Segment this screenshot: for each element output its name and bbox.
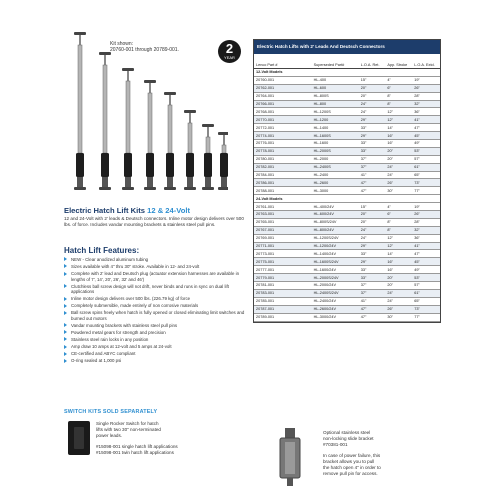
switch-text-line: #15098-001 twin hatch lift applications (96, 449, 174, 455)
bullet-arrow-icon (64, 304, 67, 308)
feature-item (64, 351, 250, 356)
table-cell: HL-3000/24V (312, 313, 359, 321)
table-row (254, 124, 440, 132)
table-cell: 24" (385, 171, 412, 179)
feature-item (64, 271, 250, 282)
table-cell: 26" (385, 305, 412, 313)
table-cell: 37" (359, 282, 386, 290)
feature-item (64, 358, 250, 363)
actuator-illustration (58, 28, 228, 200)
table-cell: 19" (412, 76, 440, 84)
feature-item (64, 303, 250, 308)
table-cell: 20786-001 (254, 179, 312, 187)
table-title: Electric Hatch Lifts with 2' Leads And Deutsch Connectors (254, 40, 440, 54)
table-cell: 57" (412, 155, 440, 163)
badge-text: YEAR (224, 55, 235, 60)
table-cell: 20768-001 (254, 108, 312, 116)
feature-text: NEW - Clear anodized aluminum tubing (71, 257, 149, 262)
product-intro: 12 and 24-Volt with 2' leads & Deutsch connectors. Inline motor design delivers over 500 lbs. of force. Includes vandar mounting brackets & stainless steel pull pins. (64, 216, 244, 227)
feature-item (64, 257, 250, 262)
table-cell: 20" (359, 92, 386, 100)
table-cell: 20769-001 (254, 234, 312, 242)
feature-text: Sizes available with 4" thru 30" stroke. Available in 12- and 24-volt (71, 264, 200, 270)
table-cell: 8" (385, 100, 412, 108)
table-cell: 8" (385, 226, 412, 234)
feature-item (64, 323, 250, 328)
table-cell: 20774-001 (254, 132, 312, 140)
actuator-rod (202, 124, 214, 190)
table-row (254, 84, 440, 92)
table-cell: HL-800S (312, 92, 359, 100)
table-cell: HL-1200S/24V (312, 234, 359, 242)
feature-text: Completely submersible, made entirely of non corrosive materials (71, 303, 199, 309)
table-row (254, 266, 440, 274)
hatch-lift-product-photo (58, 28, 228, 200)
table-cell: HL-1400/24V (312, 250, 359, 258)
feature-item (64, 337, 250, 342)
table-cell: HL-800 (312, 100, 359, 108)
table-cell: 15" (359, 76, 386, 84)
table-cell: 15" (359, 203, 386, 211)
rocker-switch-image (68, 421, 90, 455)
slide-bracket-icon (276, 428, 304, 486)
table-cell: 20" (359, 84, 386, 92)
table-row (254, 234, 440, 242)
table-row (254, 155, 440, 163)
table-cell: 20772-001 (254, 124, 312, 132)
table-row (254, 305, 440, 313)
table-cell: 6" (385, 211, 412, 219)
table-row (254, 108, 440, 116)
table-cell: HL-1600S (312, 132, 359, 140)
table-cell: 8" (385, 92, 412, 100)
table-cell: 29" (359, 242, 386, 250)
table-cell: 77" (412, 313, 440, 321)
table-cell: 30" (385, 313, 412, 321)
hatch-lift-spec-table (253, 39, 441, 323)
table-cell: 37" (359, 155, 386, 163)
table-cell: 4" (385, 76, 412, 84)
switch-text-line: Single Rocker Switch for hatch (96, 421, 159, 426)
switch-text-line: #15098-001 single hatch lift applications (96, 444, 178, 450)
bracket-text-line: non-locking slide bracket (323, 435, 374, 441)
table-cell: 20" (385, 147, 412, 155)
table-row (254, 313, 440, 321)
table-cell: HL-800S/24V (312, 218, 359, 226)
table-cell: 20783-001 (254, 289, 312, 297)
table-row (254, 250, 440, 258)
table-cell: 57" (412, 282, 440, 290)
table-cell: HL-2400S/24V (312, 289, 359, 297)
table-cell: 29" (359, 132, 386, 140)
actuator-rod (122, 68, 134, 190)
table-row (254, 203, 440, 211)
actuator-rod (74, 32, 86, 190)
group-label: 24-Volt Models (254, 195, 440, 203)
table-cell: 26" (412, 84, 440, 92)
table-cell: HL-1400 (312, 124, 359, 132)
table-cell: HL-400/24V (312, 203, 359, 211)
table-cell: 20766-001 (254, 100, 312, 108)
table-row (254, 132, 440, 140)
table-cell: 6" (385, 84, 412, 92)
table-cell: 65" (412, 297, 440, 305)
table-cell: HL-2000 (312, 155, 359, 163)
table-row (254, 116, 440, 124)
table-cell: HL-3000 (312, 187, 359, 195)
table-cell: 16" (385, 258, 412, 266)
group-label: 12-Volt Models (254, 69, 440, 77)
col-header-stroke: App. Stroke (385, 54, 412, 69)
table-cell: HL-1200S (312, 108, 359, 116)
col-header-loa-ret: L.O.A. Ret. (359, 54, 386, 69)
table-cell: 45" (412, 132, 440, 140)
table-cell: 20763-001 (254, 211, 312, 219)
table-cell: HL-600 (312, 84, 359, 92)
table-cell: 47" (412, 250, 440, 258)
table-cell: 20780-001 (254, 155, 312, 163)
table-cell: 12" (385, 234, 412, 242)
table-row (254, 92, 440, 100)
slide-bracket-description (323, 430, 437, 476)
bullet-arrow-icon (64, 297, 67, 301)
bullet-arrow-icon (64, 284, 67, 288)
table-cell: HL-2000S/24V (312, 274, 359, 282)
table-cell: 20767-001 (254, 226, 312, 234)
bullet-arrow-icon (64, 257, 67, 261)
feature-text: Stainless steel rain locks in any position (71, 337, 149, 343)
table-cell: 37" (359, 289, 386, 297)
table-cell: 61" (412, 163, 440, 171)
table-cell: 20778-001 (254, 147, 312, 155)
table-cell: 29" (359, 258, 386, 266)
table-cell: 20779-001 (254, 274, 312, 282)
table-cell: 61" (412, 289, 440, 297)
rocker-icon (74, 427, 84, 449)
bracket-text-line: bracket allows you to pull (323, 458, 375, 464)
table-cell: 41" (412, 242, 440, 250)
table-cell: HL-2000S (312, 147, 359, 155)
actuator-rod (144, 80, 156, 190)
bullet-arrow-icon (64, 272, 67, 276)
bullet-arrow-icon (64, 352, 67, 356)
table-cell: 20788-001 (254, 187, 312, 195)
table-cell: 20" (385, 155, 412, 163)
kit-shown-line-1: Kit shown: (110, 41, 134, 47)
table-cell: 19" (412, 203, 440, 211)
table-row (254, 171, 440, 179)
table-cell: HL-1200/24V (312, 242, 359, 250)
table-cell: 16" (385, 132, 412, 140)
table-cell: 20773-001 (254, 250, 312, 258)
actuator-rod (164, 92, 176, 190)
bullet-arrow-icon (64, 359, 67, 363)
table-cell: 20789-001 (254, 313, 312, 321)
table-cell: 73" (412, 305, 440, 313)
table-cell: 20" (359, 211, 386, 219)
bullet-arrow-icon (64, 311, 67, 315)
table-cell: 24" (359, 108, 386, 116)
product-title-accent: 12 & 24-Volt (147, 206, 191, 215)
table-group-row (254, 195, 440, 203)
table-cell: HL-2600/24V (312, 305, 359, 313)
feature-item (64, 310, 250, 321)
col-header-loa-extd: L.O.A. Extd. (412, 54, 440, 69)
table-cell: 24" (385, 289, 412, 297)
table-cell: 33" (359, 266, 386, 274)
table-group-row (254, 69, 440, 77)
table-cell: 20785-001 (254, 297, 312, 305)
table-cell: 14" (385, 250, 412, 258)
table-cell: 32" (412, 226, 440, 234)
table-row (254, 274, 440, 282)
table-cell: 33" (359, 140, 386, 148)
table-cell: 4" (385, 203, 412, 211)
bracket-text-line: the hatch open 4" in order to (323, 464, 381, 470)
table-cell: 33" (359, 124, 386, 132)
table-cell: 20760-001 (254, 76, 312, 84)
table-row (254, 218, 440, 226)
kit-shown-line-2: 20760-001 through 20789-001. (110, 47, 179, 53)
table-row (254, 211, 440, 219)
table-cell: 30" (385, 187, 412, 195)
table-cell: 24" (359, 226, 386, 234)
feature-text: Clutchless ball screw design will not drift, never binds and runs in sync on dual lift applications (71, 283, 229, 295)
table-cell: 36" (412, 108, 440, 116)
table-cell: 12" (385, 108, 412, 116)
feature-text: Inline motor design delivers over 500 lbs. (226.79 kg) of force (71, 296, 191, 302)
bullet-arrow-icon (64, 330, 67, 334)
bracket-text-line: remove pull pin for access. (323, 470, 378, 476)
features-heading: Hatch Lift Features: (64, 246, 140, 255)
table-cell: 49" (412, 266, 440, 274)
table-cell: 12" (385, 116, 412, 124)
table-cell: HL-2600 (312, 179, 359, 187)
table-cell: HL-2400/24V (312, 297, 359, 305)
feature-text: CE-certified and ABYC compliant (71, 351, 136, 357)
table-cell: 20771-001 (254, 242, 312, 250)
table-cell: HL-2400S (312, 163, 359, 171)
table-cell: 16" (385, 140, 412, 148)
col-header-superseded: Superseded Part# (312, 54, 359, 69)
switch-text-line: lifts with two 30" non-terminated (96, 426, 161, 432)
feature-item (64, 296, 250, 301)
table-cell: 20775-001 (254, 258, 312, 266)
table-cell: 20" (359, 218, 386, 226)
table-header-row (254, 54, 440, 69)
table-cell: 77" (412, 187, 440, 195)
table-cell: 8" (385, 218, 412, 226)
table-row (254, 258, 440, 266)
bullet-arrow-icon (64, 337, 67, 341)
table-cell: 20" (385, 282, 412, 290)
table-cell: 20781-001 (254, 282, 312, 290)
table-cell: 20776-001 (254, 140, 312, 148)
table-cell: 20777-001 (254, 266, 312, 274)
col-header-part: Lenco Part # (254, 54, 312, 69)
table-row (254, 76, 440, 84)
table-cell: HL-1600S/24V (312, 258, 359, 266)
table-cell: 28" (412, 218, 440, 226)
table-cell: 49" (412, 140, 440, 148)
table-cell: 20787-001 (254, 305, 312, 313)
slide-bracket-image (276, 428, 304, 486)
feature-text: Ball screw spins freely when hatch is fully opened or closed eliminating limit switches and burned out motors (71, 310, 245, 321)
table-cell: 32" (412, 100, 440, 108)
table-cell: 26" (412, 211, 440, 219)
table-cell: 47" (359, 179, 386, 187)
table-cell: HL-1600 (312, 140, 359, 148)
table-cell: 14" (385, 124, 412, 132)
bullet-arrow-icon (64, 323, 67, 327)
table-cell: 33" (359, 274, 386, 282)
features-list (64, 257, 250, 365)
switch-text-line: power leads. (96, 432, 123, 438)
table-cell: HL-1600/24V (312, 266, 359, 274)
badge-number: 2 (225, 41, 234, 56)
table-cell: HL-600/24V (312, 211, 359, 219)
actuator-rod (184, 110, 196, 190)
table-cell: HL-1200 (312, 116, 359, 124)
table-cell: 20761-001 (254, 203, 312, 211)
table-cell: 24" (359, 100, 386, 108)
table-cell: 20" (385, 274, 412, 282)
table-row (254, 242, 440, 250)
product-title-main: Electric Hatch Lift Kits (64, 206, 148, 215)
switch-kit-description (96, 421, 196, 456)
table-cell: HL-2000/24V (312, 282, 359, 290)
switch-kits-heading: SWITCH KITS SOLD SEPARATELY (64, 409, 158, 415)
table-body (254, 69, 440, 322)
table-cell: 20765-001 (254, 218, 312, 226)
table-row (254, 282, 440, 290)
table-cell: 29" (359, 116, 386, 124)
table-row (254, 179, 440, 187)
feature-text: Powdered metal gears for strength and precision (71, 329, 166, 335)
table-cell: 53" (412, 147, 440, 155)
table-cell: 12" (385, 242, 412, 250)
table-cell: 45" (412, 258, 440, 266)
table-cell: 24" (385, 163, 412, 171)
table-row (254, 289, 440, 297)
kit-shown-caption (110, 41, 179, 53)
two-year-warranty-badge (218, 40, 241, 63)
table-cell: 24" (385, 297, 412, 305)
table-cell: HL-800/24V (312, 226, 359, 234)
table-row (254, 297, 440, 305)
product-title (64, 206, 190, 215)
table-cell: 65" (412, 171, 440, 179)
table-cell: 41" (359, 297, 386, 305)
table-row (254, 100, 440, 108)
table-cell: 20764-001 (254, 92, 312, 100)
table-cell: 28" (412, 92, 440, 100)
table-cell: 41" (359, 171, 386, 179)
table-cell: 47" (359, 313, 386, 321)
table-cell: 47" (412, 124, 440, 132)
bullet-arrow-icon (64, 345, 67, 349)
table-row (254, 163, 440, 171)
feature-text: Vandar mounting brackets with stainless steel pull pins (71, 322, 178, 328)
table-row (254, 140, 440, 148)
table-cell: 26" (385, 179, 412, 187)
bracket-text-line: Optional stainless steel (323, 430, 371, 435)
bullet-arrow-icon (64, 264, 67, 268)
feature-item (64, 344, 250, 349)
feature-item (64, 264, 250, 269)
bracket-text-line: #70381-001 (323, 441, 348, 447)
table-cell: 20770-001 (254, 116, 312, 124)
table-cell: HL-2400 (312, 171, 359, 179)
table-cell: 33" (359, 250, 386, 258)
actuator-rod (99, 52, 111, 190)
bracket-text-line: In case of power failure, this (323, 453, 381, 459)
table-cell: 47" (359, 187, 386, 195)
table-cell: 33" (359, 147, 386, 155)
table-cell: 24" (359, 234, 386, 242)
feature-text: Complete with 2' lead and Deutsch plug (actuator extension harnesses are available in lengths of 7', 14', 20', 26', 32' and 46') (71, 271, 240, 282)
table-cell: 41" (412, 116, 440, 124)
feature-text: Amp draw 10 amps at 12-volt and 5 amps at 24-volt (71, 344, 172, 350)
table-cell: 53" (412, 274, 440, 282)
feature-item (64, 284, 250, 295)
feature-text: O-ring sealed at 1,000 psi (71, 358, 122, 364)
table-cell: 36" (412, 234, 440, 242)
table-cell: 73" (412, 179, 440, 187)
table-cell: 16" (385, 266, 412, 274)
table-cell: 37" (359, 163, 386, 171)
table-cell: HL-400 (312, 76, 359, 84)
table-row (254, 187, 440, 195)
table-cell: 20784-001 (254, 171, 312, 179)
table-row (254, 226, 440, 234)
table-cell: 20762-001 (254, 84, 312, 92)
table-cell: 20782-001 (254, 163, 312, 171)
spec-table-grid (254, 54, 440, 322)
table-row (254, 147, 440, 155)
feature-item (64, 330, 250, 335)
actuator-rod (218, 132, 228, 190)
table-cell: 47" (359, 305, 386, 313)
